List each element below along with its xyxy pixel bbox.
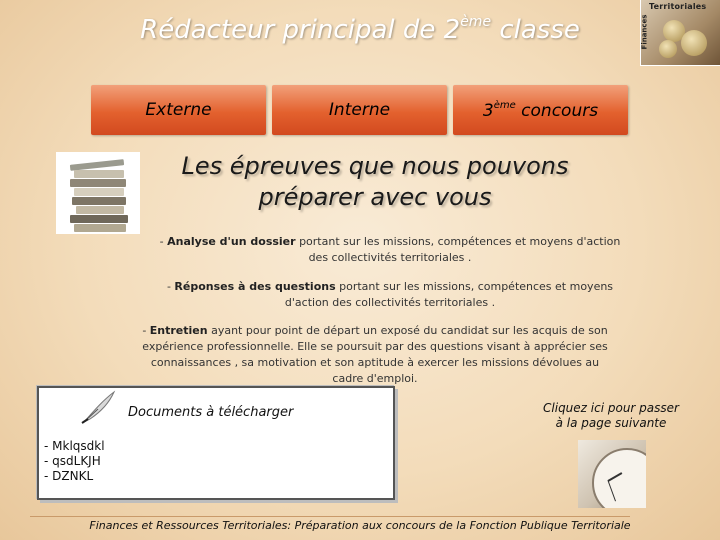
item-bold: Réponses à des questions xyxy=(174,280,336,293)
next-page-link-text[interactable] xyxy=(526,401,696,431)
coin-icon xyxy=(659,40,677,58)
item-prefix: - xyxy=(142,324,150,337)
item-bold: Analyse d'un dossier xyxy=(167,235,296,248)
section-heading xyxy=(145,151,605,213)
tab-interne-label: Interne xyxy=(328,100,391,120)
page-title xyxy=(0,14,720,45)
item-text: portant sur les missions, compétences et moyens d'action des collectivités territoriales . xyxy=(295,235,621,264)
heading-line-1: Les épreuves que nous pouvons xyxy=(181,152,569,180)
epreuve-item xyxy=(150,234,630,266)
footer-text: Finances et Ressources Territoriales: Préparation aux concours de la Fonction Publique Territoriale xyxy=(89,519,631,532)
next-line-1: Cliquez ici pour passer xyxy=(543,401,679,415)
tab-3eme-suffix: concours xyxy=(515,100,599,121)
document-link[interactable]: - Mklqsdkl xyxy=(44,439,105,453)
next-page-clock-button[interactable] xyxy=(578,440,646,508)
coin-icon xyxy=(681,30,707,56)
tab-interne[interactable] xyxy=(272,85,447,135)
heading-line-2: préparer avec vous xyxy=(258,183,492,211)
title-main: Rédacteur principal de 2 xyxy=(140,15,461,45)
next-line-2: à la page suivante xyxy=(555,416,667,430)
epreuve-item xyxy=(160,279,620,311)
documents-title: Documents à télécharger xyxy=(128,405,294,420)
document-link[interactable]: - DZNKL xyxy=(44,469,94,483)
item-bold: Entretien xyxy=(149,324,208,337)
clock-icon xyxy=(592,448,646,508)
document-link[interactable]: - qsdLKJH xyxy=(44,454,101,468)
item-prefix: - xyxy=(166,280,175,293)
logo-side-text: Finances xyxy=(640,14,649,50)
books-stack-image xyxy=(56,152,140,234)
item-text: ayant pour point de départ un exposé du candidat sur les acquis de son expérience professionnelle. Elle se poursuit par des questions visant à apprécier ses connaissances , sa motivation et son aptitude à exercer les missions dévolues au cadre d'emploi. xyxy=(142,324,608,385)
tab-externe-label: Externe xyxy=(145,100,212,120)
footer-divider xyxy=(30,516,630,517)
title-end: classe xyxy=(491,15,580,45)
tab-externe[interactable] xyxy=(91,85,266,135)
item-prefix: - xyxy=(159,235,168,248)
tab-3eme-prefix: 3 xyxy=(482,100,494,121)
logo-text: Territoriales xyxy=(649,2,707,11)
quill-icon xyxy=(80,389,118,425)
finances-territoriales-logo xyxy=(640,0,720,66)
tab-3eme-label xyxy=(483,100,598,121)
documents-list xyxy=(44,439,105,484)
title-sup: ème xyxy=(460,14,492,30)
item-text: portant sur les missions, compétences et moyens d'action des collectivités territoriales . xyxy=(284,280,614,309)
tab-3eme-sup: ème xyxy=(493,99,516,111)
tab-3eme-concours[interactable] xyxy=(453,85,628,135)
epreuve-item xyxy=(140,323,610,387)
